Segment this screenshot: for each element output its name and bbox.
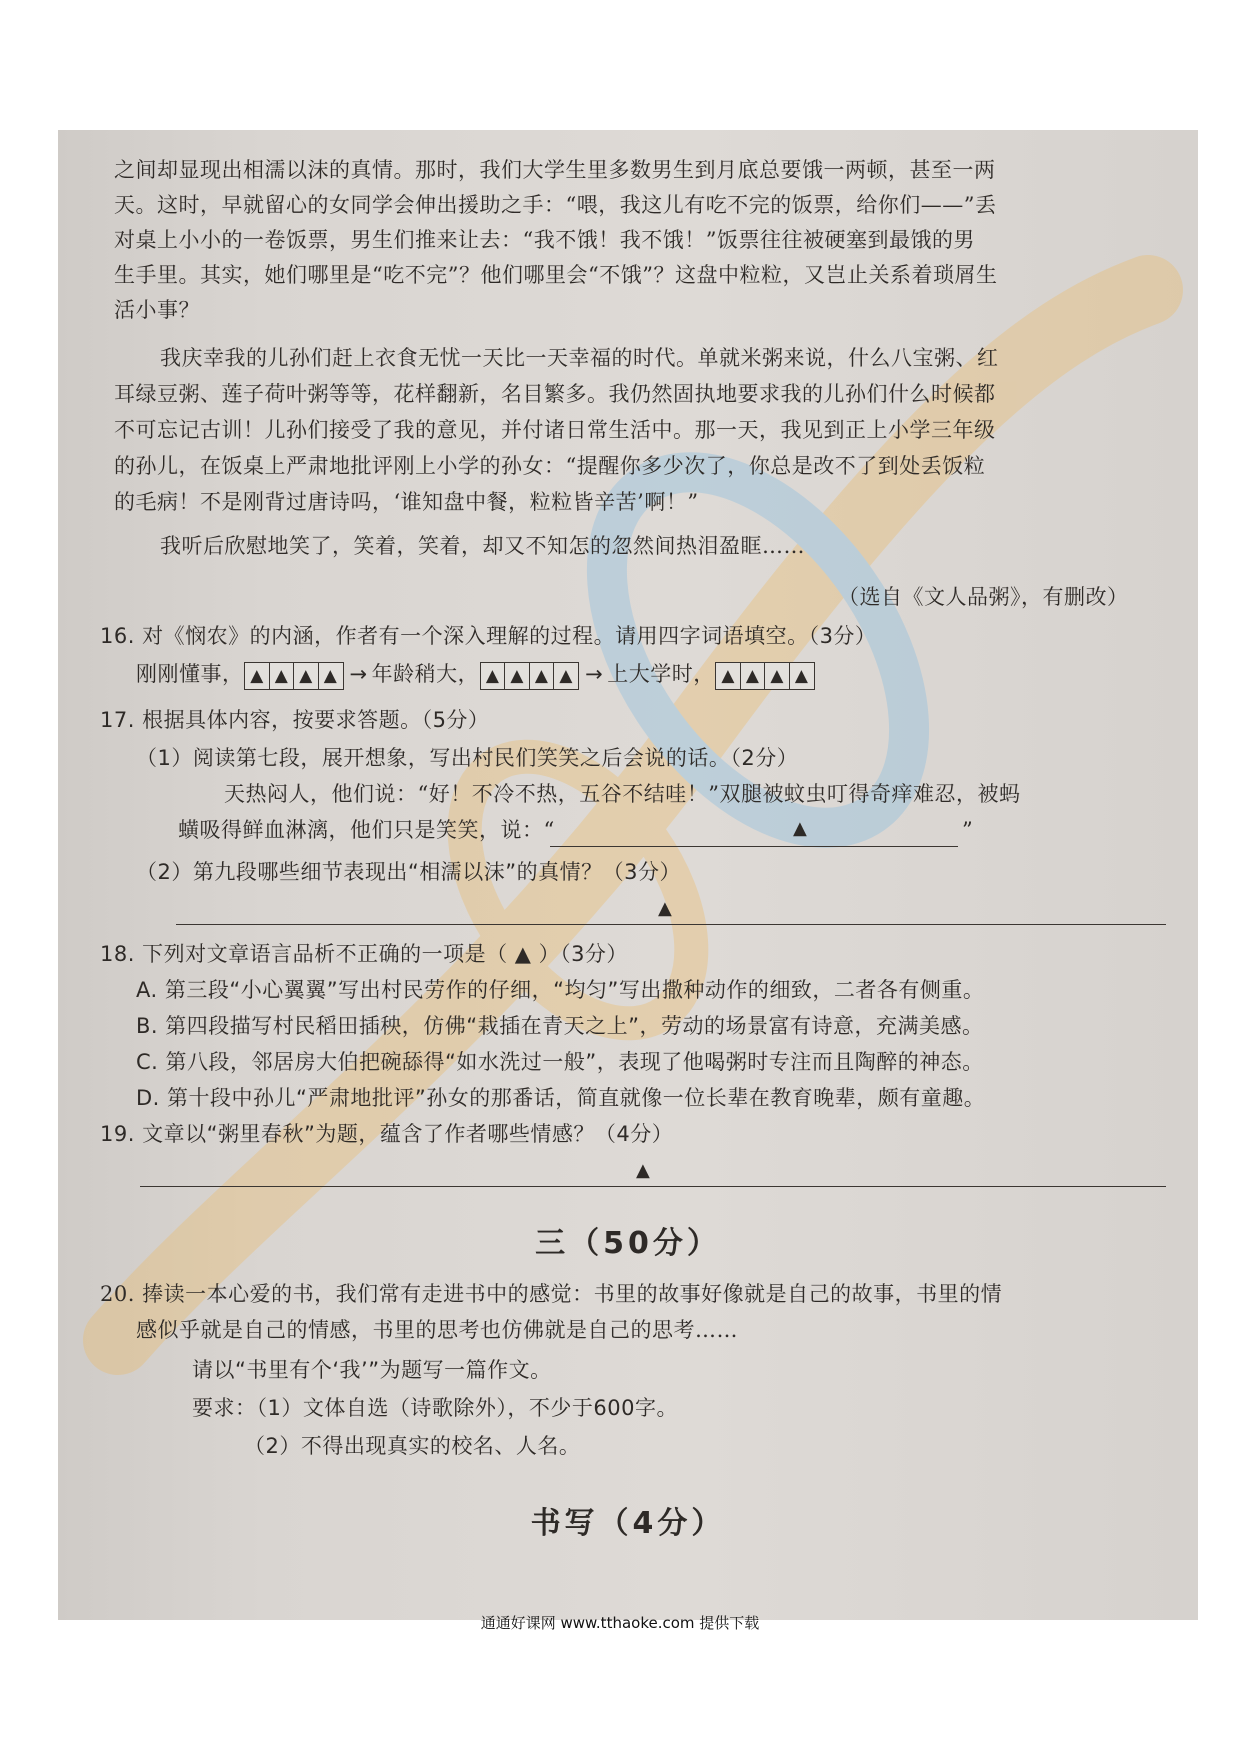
answer-box: ▲ xyxy=(244,662,270,690)
section-3-heading: 三（50分） xyxy=(535,1226,721,1261)
writing-heading: 书写（4分） xyxy=(530,1506,726,1541)
essay-requirement-2: （2）不得出现真实的校名、人名。 xyxy=(244,1434,581,1458)
essay-instruction: 请以“书里有个‘我’”为题写一篇作文。 xyxy=(192,1358,552,1382)
passage-line: 我庆幸我的儿孙们赶上衣食无忧一天比一天幸福的时代。单就米粥来说，什么八宝粥、红 xyxy=(160,346,999,370)
question-16-answer-row xyxy=(136,660,817,690)
question-18-option-b[interactable]: B. 第四段描写村民稻田插秧，仿佛“栽插在青天之上”，劳动的场景富有诗意，充满美感。 xyxy=(136,1014,984,1038)
question-20-line: 20. 捧读一本心爱的书，我们常有走进书中的感觉：书里的故事好像就是自己的故事，书里的情 xyxy=(100,1282,1003,1306)
arrow-icon: → xyxy=(349,662,368,686)
question-19-prompt: 19. 文章以“粥里春秋”为题，蕴含了作者哪些情感？（4分） xyxy=(100,1122,674,1146)
question-17-quote-start: 蟥吸得鲜血淋漓，他们只是笑笑，说：“ xyxy=(178,818,555,842)
answer-box: ▲ xyxy=(293,662,319,690)
passage-line: 活小事？ xyxy=(114,298,200,322)
passage-line: 耳绿豆粥、莲子荷叶粥等等，花样翻新，名目繁多。我仍然固执地要求我的儿孙们什么时候都 xyxy=(114,382,996,406)
footer-credit: 通通好课网 www.tthaoke.com 提供下载 xyxy=(480,1614,760,1632)
passage-line: 生手里。其实，她们哪里是“吃不完”？他们哪里会“不饿”？这盘中粒粒，又岂止关系着琐屑生 xyxy=(114,263,998,287)
passage-line: 天。这时，早就留心的女同学会伸出援助之手：“喂，我这儿有吃不完的饭票，给你们——”丢 xyxy=(114,193,997,217)
question-18-option-c[interactable]: C. 第八段，邻居房大伯把碗舔得“如水洗过一般”，表现了他喝粥时专注而且陶醉的神态。 xyxy=(136,1050,984,1074)
answer-boxes-1[interactable] xyxy=(246,661,344,690)
question-17-quote-end: ” xyxy=(962,818,974,842)
answer-box: ▲ xyxy=(715,662,741,690)
answer-box: ▲ xyxy=(318,662,344,690)
passage-line: 之间却显现出相濡以沫的真情。那时，我们大学生里多数男生到月底总要饿一两顿，甚至一两 xyxy=(114,158,996,182)
passage-line: 对桌上小小的一卷饭票，男生们推来让去：“我不饿！我不饿！”饭票往往被硬塞到最饿的男 xyxy=(114,228,975,252)
arrow-icon: → xyxy=(585,662,604,686)
stage-2-label: 年龄稍大， xyxy=(371,662,480,686)
stage-1-label: 刚刚懂事， xyxy=(136,662,244,686)
question-20-line: 感似乎就是自己的情感，书里的思考也仿佛就是自己的思考…… xyxy=(136,1318,738,1342)
answer-box: ▲ xyxy=(480,662,506,690)
blank-marker: ▲ xyxy=(658,898,672,919)
answer-box: ▲ xyxy=(789,662,815,690)
essay-requirement-1: 要求：（1）文体自选（诗歌除外），不少于600字。 xyxy=(192,1396,678,1420)
passage-line: 的孙儿，在饭桌上严肃地批评刚上小学的孙女：“提醒你多少次了，你总是改不了到处丢饭粒 xyxy=(114,454,986,478)
question-17-sub2: （2）第九段哪些细节表现出“相濡以沫”的真情？（3分） xyxy=(136,860,681,884)
passage-source: （选自《文人品粥》，有删改） xyxy=(838,585,1129,609)
blank-marker: ▲ xyxy=(636,1160,650,1181)
answer-box: ▲ xyxy=(269,662,295,690)
answer-line-19[interactable] xyxy=(140,1186,1166,1187)
blank-marker: ▲ xyxy=(793,818,807,839)
question-17-prompt: 17. 根据具体内容，按要求答题。（5分） xyxy=(100,708,490,732)
answer-boxes-3[interactable] xyxy=(717,661,815,690)
question-18-prompt: 18. 下列对文章语言品析不正确的一项是（ ▲ ）（3分） xyxy=(100,942,628,966)
passage-line: 不可忘记古训！儿孙们接受了我的意见，并付诸日常生活中。那一天，我见到正上小学三年级 xyxy=(114,418,996,442)
answer-line-17-2[interactable] xyxy=(176,924,1166,925)
answer-box: ▲ xyxy=(504,662,530,690)
question-17-quote: 天热闷人，他们说：“好！不冷不热，五谷不结哇！”双腿被蚊虫叮得奇痒难忍，被蚂 xyxy=(224,782,1021,806)
question-18-option-d[interactable]: D. 第十段中孙儿“严肃地批评”孙女的那番话，简直就像一位长辈在教育晚辈，颇有童趣。 xyxy=(136,1086,986,1110)
answer-box: ▲ xyxy=(764,662,790,690)
answer-box: ▲ xyxy=(553,662,579,690)
answer-box: ▲ xyxy=(740,662,766,690)
answer-boxes-2[interactable] xyxy=(481,661,579,690)
question-18-option-a[interactable]: A. 第三段“小心翼翼”写出村民劳作的仔细，“均匀”写出撒种动作的细致，二者各有侧重。 xyxy=(136,978,985,1002)
scanned-exam-page xyxy=(58,130,1198,1620)
question-17-sub1: （1）阅读第七段，展开想象，写出村民们笑笑之后会说的话。（2分） xyxy=(136,746,799,770)
answer-box: ▲ xyxy=(529,662,555,690)
answer-line-17-1[interactable] xyxy=(550,846,958,847)
passage-line: 的毛病！不是刚背过唐诗吗，‘谁知盘中餐，粒粒皆辛苦’啊！” xyxy=(114,490,699,514)
passage-line: 我听后欣慰地笑了，笑着，笑着，却又不知怎的忽然间热泪盈眶…… xyxy=(160,534,805,558)
question-16-prompt: 16. 对《悯农》的内涵，作者有一个深入理解的过程。请用四字词语填空。（3分） xyxy=(100,624,877,648)
stage-3-label: 上大学时， xyxy=(607,662,715,686)
